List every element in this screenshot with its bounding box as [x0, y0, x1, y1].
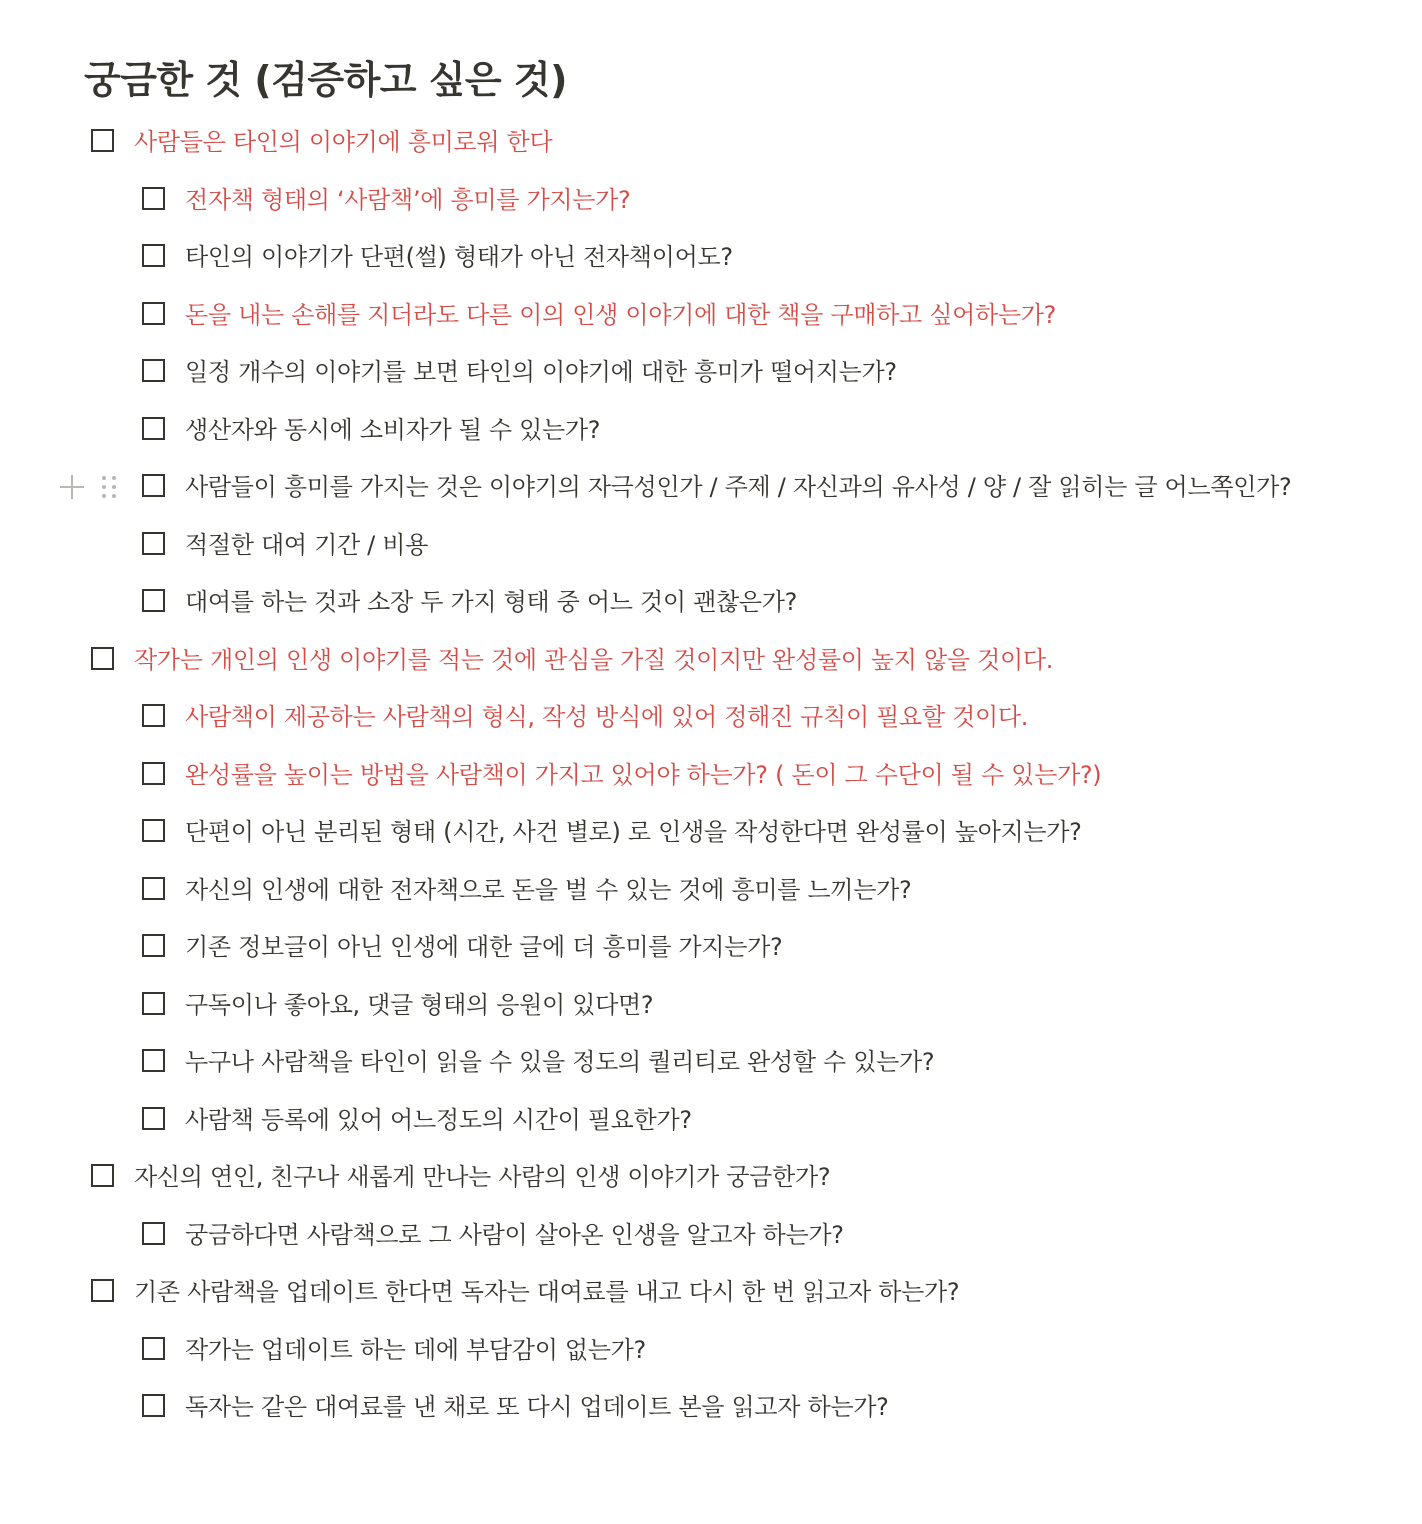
todo-list [0, 114, 1422, 1437]
todo-checkbox[interactable] [142, 474, 165, 497]
todo-item [0, 287, 1422, 345]
todo-checkbox[interactable] [142, 1049, 165, 1072]
todo-checkbox[interactable] [142, 762, 165, 785]
todo-checkbox[interactable] [142, 704, 165, 727]
todo-checkbox[interactable] [91, 129, 114, 152]
todo-checkbox[interactable] [142, 877, 165, 900]
todo-item [0, 1264, 1422, 1322]
todo-checkbox[interactable] [142, 589, 165, 612]
todo-checkbox[interactable] [142, 1394, 165, 1417]
todo-item [0, 517, 1422, 575]
todo-checkbox[interactable] [142, 187, 165, 210]
todo-label[interactable]: 작가는 개인의 인생 이야기를 적는 것에 관심을 가질 것이지만 완성률이 높지 않을 것이다. [134, 645, 1054, 674]
todo-label[interactable]: 구독이나 좋아요, 댓글 형태의 응원이 있다면? [185, 990, 654, 1019]
todo-label[interactable]: 사람책이 제공하는 사람책의 형식, 작성 방식에 있어 정해진 규칙이 필요할 것이다. [185, 703, 1029, 731]
todo-checkbox[interactable] [91, 1279, 114, 1302]
drag-dot [112, 485, 116, 489]
todo-item [0, 862, 1422, 920]
todo-label[interactable]: 기존 정보글이 아닌 인생에 대한 글에 더 흥미를 가지는가? [185, 933, 783, 961]
todo-item [0, 977, 1422, 1035]
todo-item [0, 804, 1422, 862]
todo-checkbox[interactable] [142, 244, 165, 267]
drag-dot [112, 476, 116, 480]
todo-label[interactable]: 자신의 연인, 친구나 새롭게 만나는 사람의 인생 이야기가 궁금한가? [134, 1163, 831, 1191]
todo-item [0, 229, 1422, 287]
block-handles [59, 469, 117, 505]
drag-dot [112, 494, 116, 498]
todo-item [0, 1149, 1422, 1207]
todo-checkbox[interactable] [142, 417, 165, 440]
page-heading: 궁금한 것 (검증하고 싶은 것) [84, 58, 567, 102]
todo-label[interactable]: 사람들은 타인의 이야기에 흥미로워 한다 [134, 128, 553, 156]
todo-checkbox[interactable] [142, 532, 165, 555]
todo-item [0, 1322, 1422, 1380]
todo-label[interactable]: 적절한 대여 기간 / 비용 [185, 530, 429, 559]
todo-checkbox[interactable] [142, 1337, 165, 1360]
todo-item [0, 459, 1422, 517]
todo-item [0, 689, 1422, 747]
todo-item [0, 1092, 1422, 1150]
todo-checkbox[interactable] [142, 934, 165, 957]
todo-checkbox[interactable] [142, 819, 165, 842]
todo-item [0, 1207, 1422, 1265]
drag-dot [102, 485, 106, 489]
todo-item [0, 1379, 1422, 1437]
todo-label[interactable]: 독자는 같은 대여료를 낸 채로 또 다시 업데이트 본을 읽고자 하는가? [185, 1393, 889, 1421]
drag-dot [102, 494, 106, 498]
todo-item [0, 1034, 1422, 1092]
todo-item [0, 114, 1422, 172]
todo-checkbox[interactable] [142, 359, 165, 382]
todo-label[interactable]: 일정 개수의 이야기를 보면 타인의 이야기에 대한 흥미가 떨어지는가? [185, 358, 897, 386]
todo-label[interactable]: 대여를 하는 것과 소장 두 가지 형태 중 어느 것이 괜찮은가? [185, 588, 798, 616]
todo-item [0, 574, 1422, 632]
todo-checkbox[interactable] [142, 1222, 165, 1245]
todo-checkbox[interactable] [91, 1164, 114, 1187]
todo-label[interactable]: 완성률을 높이는 방법을 사람책이 가지고 있어야 하는가? ( 돈이 그 수단이 될 수 있는가?) [185, 760, 1102, 789]
todo-label[interactable]: 누구나 사람책을 타인이 읽을 수 있을 정도의 퀄리티로 완성할 수 있는가? [185, 1048, 935, 1076]
todo-item [0, 402, 1422, 460]
drag-dot [102, 476, 106, 480]
todo-label[interactable]: 사람책 등록에 있어 어느정도의 시간이 필요한가? [185, 1105, 692, 1134]
todo-item [0, 747, 1422, 805]
todo-checkbox[interactable] [142, 302, 165, 325]
todo-checkbox[interactable] [142, 992, 165, 1015]
todo-item [0, 632, 1422, 690]
todo-checkbox[interactable] [142, 1107, 165, 1130]
todo-checkbox[interactable] [91, 647, 114, 670]
drag-handle-icon[interactable] [101, 474, 117, 500]
todo-label[interactable]: 생산자와 동시에 소비자가 될 수 있는가? [185, 415, 601, 444]
todo-item [0, 919, 1422, 977]
todo-label[interactable]: 사람들이 흥미를 가지는 것은 이야기의 자극성인가 / 주제 / 자신과의 유사성 / 양 / 잘 읽히는 글 어느쪽인가? [185, 473, 1292, 501]
todo-label[interactable]: 작가는 업데이트 하는 데에 부담감이 없는가? [185, 1335, 646, 1364]
todo-label[interactable]: 돈을 내는 손해를 지더라도 다른 이의 인생 이야기에 대한 책을 구매하고 싶어하는가? [185, 300, 1057, 329]
todo-label[interactable]: 자신의 인생에 대한 전자책으로 돈을 벌 수 있는 것에 흥미를 느끼는가? [185, 875, 912, 904]
todo-item [0, 344, 1422, 402]
todo-label[interactable]: 전자책 형태의 ‘사람책’에 흥미를 가지는가? [185, 185, 631, 214]
todo-label[interactable]: 기존 사람책을 업데이트 한다면 독자는 대여료를 내고 다시 한 번 읽고자 하는가? [134, 1278, 960, 1306]
todo-label[interactable]: 타인의 이야기가 단편(썰) 형태가 아닌 전자책이어도? [185, 243, 733, 271]
plus-icon[interactable] [59, 474, 85, 500]
todo-label[interactable]: 단편이 아닌 분리된 형태 (시간, 사건 별로) 로 인생을 작성한다면 완성률이 높아지는가? [185, 818, 1082, 846]
todo-label[interactable]: 궁금하다면 사람책으로 그 사람이 살아온 인생을 알고자 하는가? [185, 1220, 844, 1249]
todo-item [0, 172, 1422, 230]
